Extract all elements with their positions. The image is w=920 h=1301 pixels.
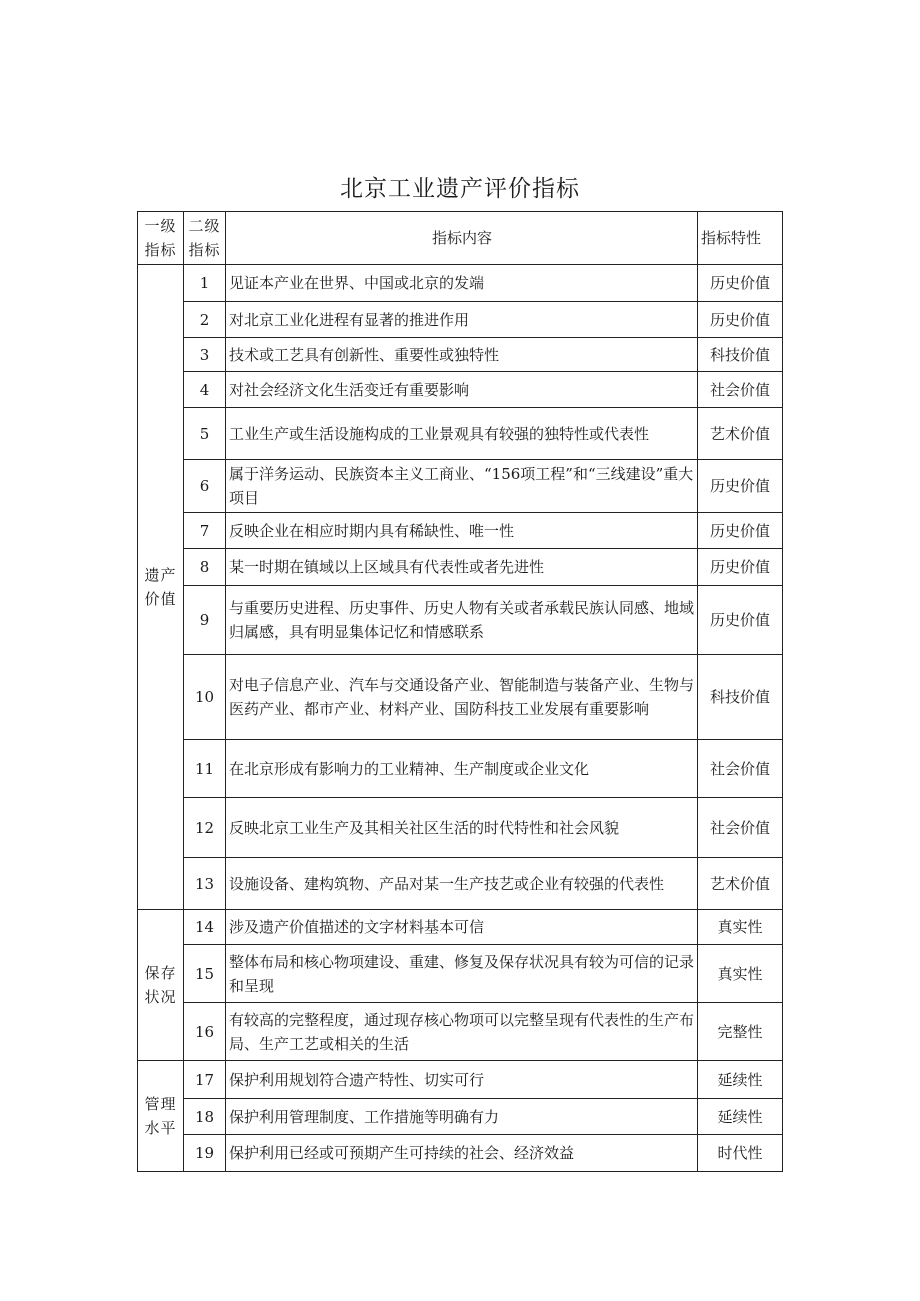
row-content: 对北京工业化进程有显著的推进作用	[226, 302, 698, 338]
row-property: 艺术价值	[698, 858, 783, 910]
table-row	[138, 1003, 783, 1061]
table-header-row	[138, 212, 783, 265]
row-property: 完整性	[698, 1003, 783, 1061]
header-property: 指标特性	[698, 212, 783, 265]
row-number: 18	[184, 1099, 226, 1135]
row-content: 反映北京工业生产及其相关社区生活的时代特性和社会风貌	[226, 798, 698, 858]
table-row	[138, 549, 783, 586]
table-row	[138, 1099, 783, 1135]
group-heritage-value	[138, 265, 184, 910]
group-name-line1: 管理	[144, 1095, 177, 1113]
row-property: 延续性	[698, 1099, 783, 1135]
row-content: 工业生产或生活设施构成的工业景观具有较强的独特性或代表性	[226, 408, 698, 460]
row-property: 延续性	[698, 1061, 783, 1099]
header-content: 指标内容	[226, 212, 698, 265]
table-row	[138, 586, 783, 655]
row-property: 时代性	[698, 1135, 783, 1172]
row-content: 对社会经济文化生活变迁有重要影响	[226, 372, 698, 408]
table-row	[138, 858, 783, 910]
row-content: 某一时期在镇域以上区域具有代表性或者先进性	[226, 549, 698, 586]
table-row	[138, 798, 783, 858]
group-name-line1: 遗产	[144, 566, 177, 584]
group-name-line2: 水平	[144, 1119, 177, 1137]
evaluation-table	[137, 211, 783, 1172]
row-content: 属于洋务运动、民族资本主义工商业、“156项工程”和“三线建设”重大项目	[226, 460, 698, 513]
row-number: 15	[184, 945, 226, 1003]
table-row	[138, 302, 783, 338]
row-property: 历史价值	[698, 460, 783, 513]
row-property: 科技价值	[698, 338, 783, 372]
row-number: 6	[184, 460, 226, 513]
table-row	[138, 910, 783, 945]
row-property: 历史价值	[698, 265, 783, 302]
row-property: 社会价值	[698, 798, 783, 858]
row-property: 历史价值	[698, 549, 783, 586]
table-row	[138, 1135, 783, 1172]
header-level1-line1: 一级	[144, 217, 177, 235]
row-content: 在北京形成有影响力的工业精神、生产制度或企业文化	[226, 740, 698, 798]
row-number: 11	[184, 740, 226, 798]
row-content: 见证本产业在世界、中国或北京的发端	[226, 265, 698, 302]
header-level2-line2: 指标	[188, 241, 221, 259]
row-property: 科技价值	[698, 655, 783, 740]
table-row	[138, 408, 783, 460]
row-number: 7	[184, 513, 226, 549]
header-level1-line2: 指标	[144, 241, 177, 259]
table-row	[138, 513, 783, 549]
table-row	[138, 945, 783, 1003]
header-level2-line1: 二级	[188, 217, 221, 235]
table-row	[138, 655, 783, 740]
table-row	[138, 265, 783, 302]
row-number: 8	[184, 549, 226, 586]
table-row	[138, 372, 783, 408]
row-content: 技术或工艺具有创新性、重要性或独特性	[226, 338, 698, 372]
row-content: 对电子信息产业、汽车与交通设备产业、智能制造与装备产业、生物与医药产业、都市产业、材料产业、国防科技工业发展有重要影响	[226, 655, 698, 740]
row-number: 14	[184, 910, 226, 945]
row-number: 10	[184, 655, 226, 740]
table-row	[138, 1061, 783, 1099]
row-content: 保护利用已经或可预期产生可持续的社会、经济效益	[226, 1135, 698, 1172]
row-content: 保护利用管理制度、工作措施等明确有力	[226, 1099, 698, 1135]
row-property: 历史价值	[698, 302, 783, 338]
row-property: 历史价值	[698, 513, 783, 549]
row-property: 历史价值	[698, 586, 783, 655]
group-preservation-status	[138, 910, 184, 1061]
row-content: 涉及遗产价值描述的文字材料基本可信	[226, 910, 698, 945]
row-number: 9	[184, 586, 226, 655]
row-property: 真实性	[698, 910, 783, 945]
row-number: 5	[184, 408, 226, 460]
header-level2	[184, 212, 226, 265]
table-row	[138, 460, 783, 513]
table-row	[138, 338, 783, 372]
row-number: 1	[184, 265, 226, 302]
row-content: 设施设备、建构筑物、产品对某一生产技艺或企业有较强的代表性	[226, 858, 698, 910]
group-name-line2: 价值	[144, 590, 177, 608]
row-content: 有较高的完整程度，通过现存核心物项可以完整呈现有代表性的生产布局、生产工艺或相关的生活	[226, 1003, 698, 1061]
page-title: 北京工业遗产评价指标	[340, 176, 580, 202]
row-number: 3	[184, 338, 226, 372]
row-number: 19	[184, 1135, 226, 1172]
group-name-line2: 状况	[144, 988, 177, 1006]
row-content: 与重要历史进程、历史事件、历史人物有关或者承载民族认同感、地域归属感，具有明显集体记忆和情感联系	[226, 586, 698, 655]
row-property: 社会价值	[698, 372, 783, 408]
row-number: 12	[184, 798, 226, 858]
row-property: 真实性	[698, 945, 783, 1003]
row-property: 社会价值	[698, 740, 783, 798]
group-name-line1: 保存	[144, 964, 177, 982]
row-number: 16	[184, 1003, 226, 1061]
row-content: 保护利用规划符合遗产特性、切实可行	[226, 1061, 698, 1099]
row-property: 艺术价值	[698, 408, 783, 460]
group-management-level	[138, 1061, 184, 1172]
row-number: 4	[184, 372, 226, 408]
row-number: 2	[184, 302, 226, 338]
header-level1	[138, 212, 184, 265]
row-number: 13	[184, 858, 226, 910]
row-content: 整体布局和核心物项建设、重建、修复及保存状况具有较为可信的记录和呈现	[226, 945, 698, 1003]
table-row	[138, 740, 783, 798]
row-content: 反映企业在相应时期内具有稀缺性、唯一性	[226, 513, 698, 549]
row-number: 17	[184, 1061, 226, 1099]
